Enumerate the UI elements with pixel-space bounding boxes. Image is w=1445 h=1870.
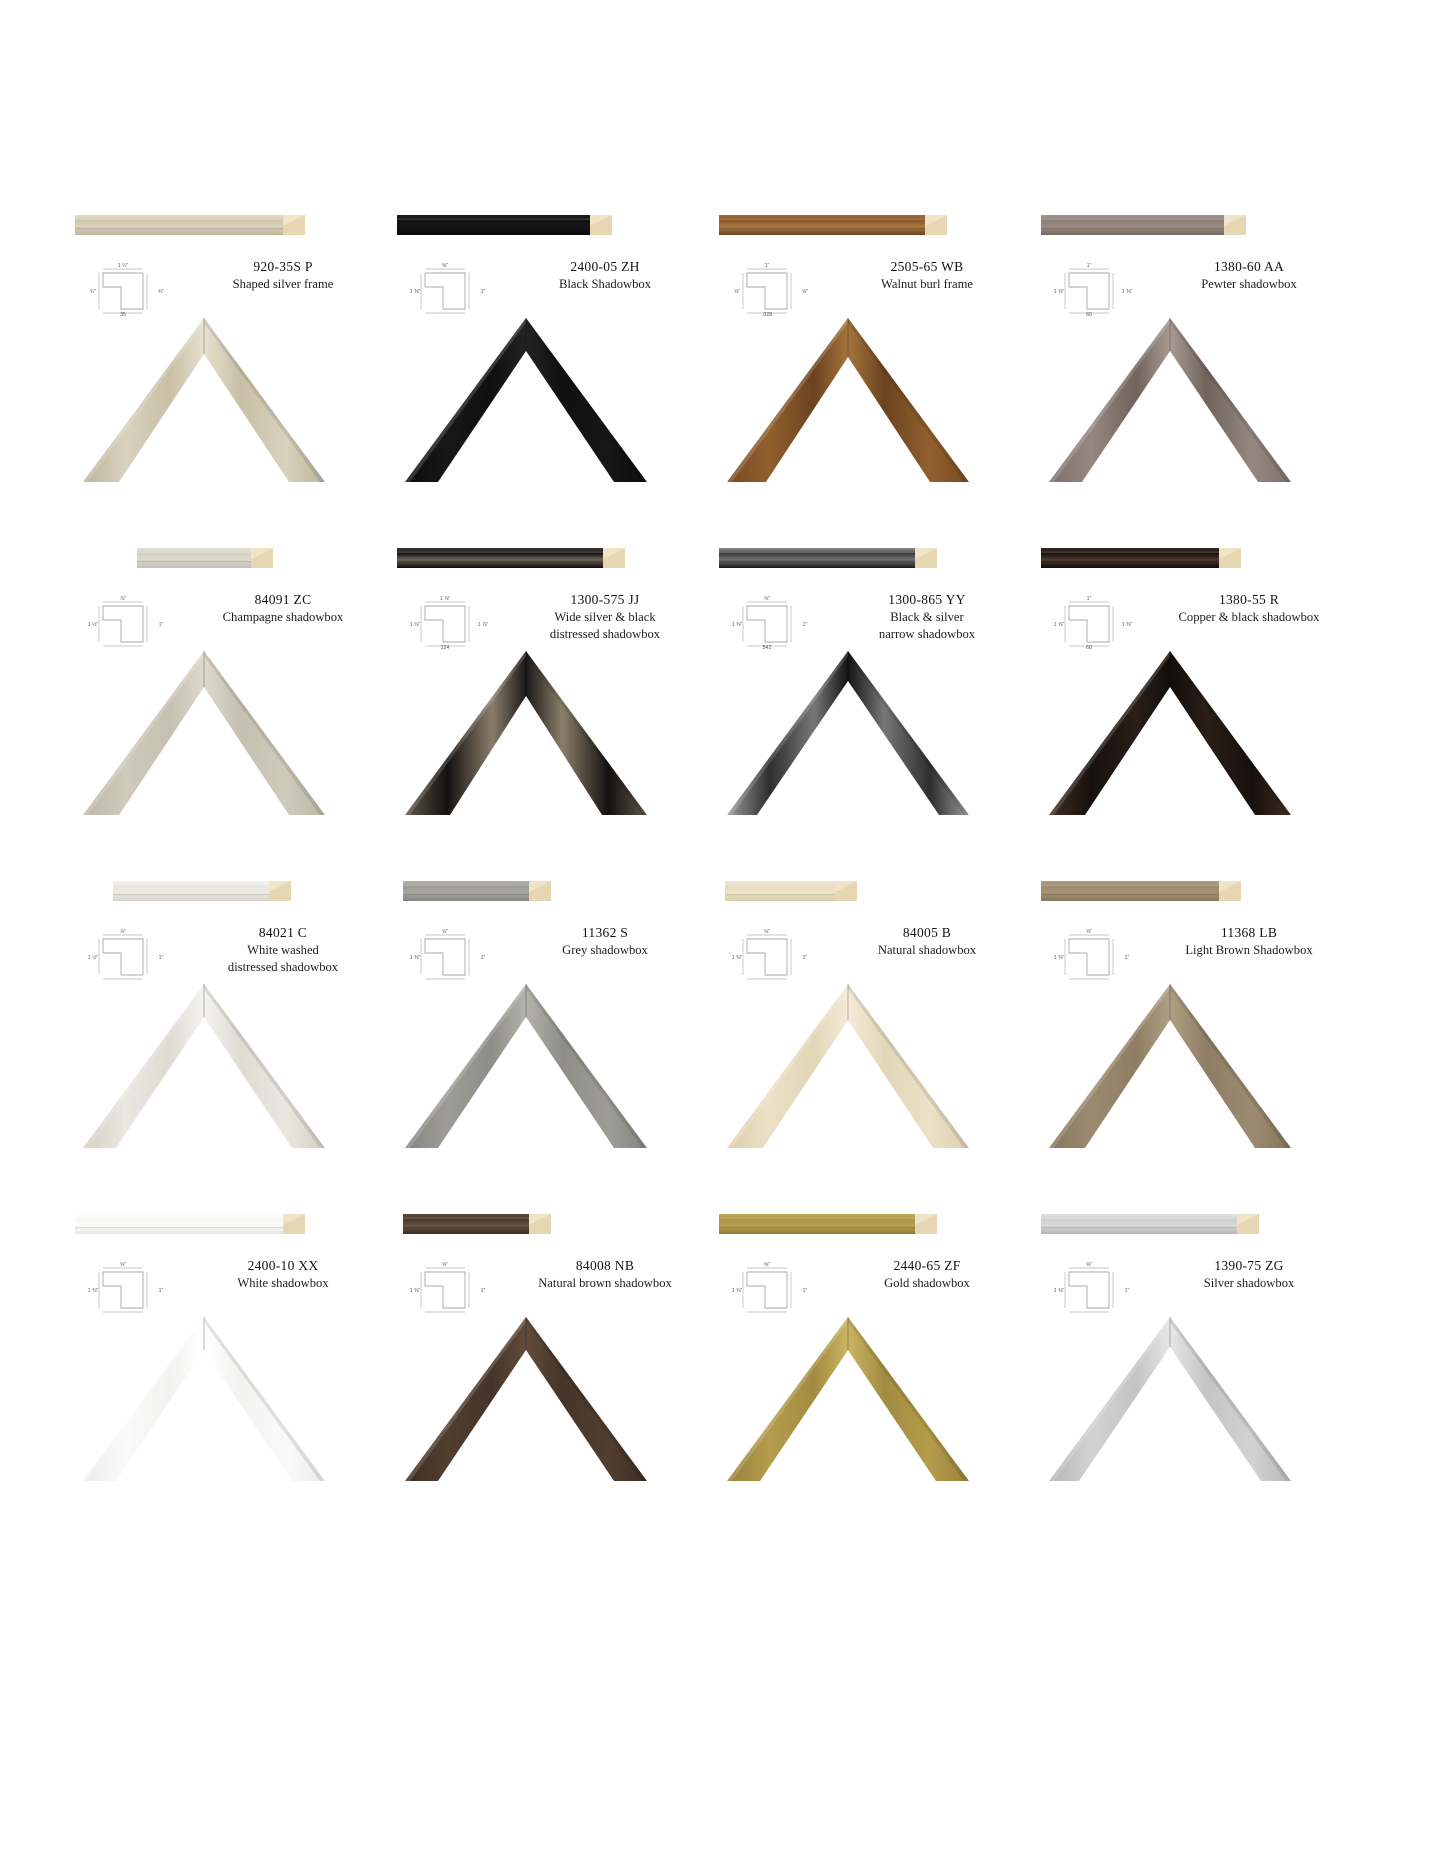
frame-labels (493, 257, 717, 293)
profile-dim-left: 1 ⅝" (409, 622, 421, 628)
frame-corner-graphic (719, 310, 977, 490)
moulding-stick (1041, 548, 1331, 582)
profile-dim-top: ⅝" (119, 1262, 127, 1268)
profile-dim-right: 1 ⅞" (477, 622, 489, 628)
frame-labels (171, 257, 395, 293)
frame-corner-sample (719, 1309, 977, 1489)
frame-description: White shadowbox (237, 1276, 329, 1290)
moulding-stick (719, 215, 1009, 249)
frame-labels (493, 1256, 717, 1292)
frame-labels (171, 1256, 395, 1292)
profile-dim-right: 1" (480, 955, 486, 961)
frame-sku: 1300-865 YY (888, 592, 966, 607)
frame-description: Black & silver (890, 610, 964, 624)
frame-sku: 11368 LB (1220, 925, 1278, 940)
moulding-stick (397, 215, 687, 249)
frame-labels (493, 590, 717, 643)
profile-dim-right: 1 ⅜" (1121, 289, 1133, 295)
moulding-stick-graphic (719, 548, 937, 568)
profile-dim-right: ⅝" (801, 289, 809, 295)
profile-dim-top: ⅞" (119, 596, 127, 602)
profile-dim-left: 1 ⅜" (409, 289, 421, 295)
profile-diagram-graphic (1047, 1258, 1143, 1316)
profile-diagram-graphic (81, 259, 177, 317)
frame-sample-cell[interactable] (397, 548, 719, 881)
profile-diagram-graphic (403, 259, 499, 317)
profile-dim-bottom: 542 (762, 645, 772, 650)
frame-sku: 1380-60 AA (1213, 259, 1285, 274)
frame-corner-graphic (1041, 643, 1299, 823)
frame-labels (171, 590, 395, 626)
frame-labels (1137, 257, 1361, 293)
profile-dim-left: 1 ⅜" (1053, 1288, 1065, 1294)
frame-sample-cell[interactable] (719, 881, 1041, 1214)
profile-dim-right: 1" (802, 1288, 808, 1294)
profile-diagram (403, 592, 499, 650)
frame-sku: 84008 NB (575, 1258, 635, 1273)
frame-description: Light Brown Shadowbox (1185, 943, 1313, 957)
moulding-stick-graphic (1041, 548, 1241, 568)
profile-dim-left: 1 ⅜" (1053, 289, 1065, 295)
moulding-stick (1041, 215, 1331, 249)
moulding-stick-graphic (403, 881, 551, 901)
frame-description: Gold shadowbox (884, 1276, 970, 1290)
frame-corner-graphic (1041, 976, 1299, 1156)
frame-description-line2: distressed shadowbox (549, 627, 661, 641)
frame-labels (1137, 590, 1361, 626)
frame-sku: 84091 ZC (254, 592, 312, 607)
profile-dim-left: 1 ⅜" (87, 1288, 99, 1294)
frame-sample-cell[interactable] (1041, 548, 1363, 881)
frame-corner-graphic (719, 1309, 977, 1489)
profile-dim-left: 1 ⅜" (731, 622, 743, 628)
frame-sample-cell[interactable] (397, 215, 719, 548)
moulding-stick-graphic (725, 881, 857, 901)
moulding-stick (113, 881, 403, 915)
frame-sample-cell[interactable] (397, 1214, 719, 1547)
moulding-stick-graphic (75, 1214, 305, 1234)
moulding-stick (137, 548, 427, 582)
frame-labels (493, 923, 717, 959)
profile-diagram-graphic (725, 1258, 821, 1316)
profile-diagram (725, 925, 821, 983)
profile-diagram (81, 259, 177, 317)
profile-dim-bottom: 60 (1086, 312, 1092, 317)
profile-diagram-graphic (725, 592, 821, 650)
moulding-stick (1041, 1214, 1331, 1248)
frame-sample-cell[interactable] (1041, 881, 1363, 1214)
profile-dim-right: 1" (158, 955, 164, 961)
frame-sku: 84005 B (902, 925, 952, 940)
moulding-stick (719, 548, 1009, 582)
moulding-stick-graphic (403, 1214, 551, 1234)
profile-dim-left: 1 ⅜" (1053, 622, 1065, 628)
profile-dim-top: ⅝" (1085, 929, 1093, 935)
frame-corner-graphic (1041, 310, 1299, 490)
profile-dim-left: ¾" (89, 289, 97, 295)
frame-corner-sample (397, 643, 655, 823)
frame-corner-graphic (719, 643, 977, 823)
frame-sample-cell[interactable] (719, 1214, 1041, 1547)
profile-dim-top: ⅝" (763, 929, 771, 935)
profile-dim-left: 1 ½" (87, 955, 99, 961)
profile-dim-top: ⅝" (763, 1262, 771, 1268)
profile-diagram-graphic (81, 1258, 177, 1316)
profile-diagram (725, 592, 821, 650)
profile-dim-left: 1 ⅜" (731, 1288, 743, 1294)
frame-sample-cell[interactable] (75, 881, 397, 1214)
profile-diagram (1047, 925, 1143, 983)
frame-sample-cell[interactable] (719, 548, 1041, 881)
profile-dim-left: 1 ⅜" (409, 955, 421, 961)
profile-dim-right: 1" (480, 1288, 486, 1294)
profile-dim-right: 1" (480, 289, 486, 295)
profile-diagram-graphic (403, 592, 499, 650)
frame-sku: 1300-575 JJ (570, 592, 640, 607)
frame-corner-graphic (75, 976, 333, 1156)
profile-dim-top: ⅝" (1085, 1262, 1093, 1268)
profile-dim-right: 1" (1124, 1288, 1130, 1294)
profile-dim-top: ⅝" (441, 929, 449, 935)
frame-labels (1137, 923, 1361, 959)
profile-diagram (403, 1258, 499, 1316)
frame-description: Wide silver & black (554, 610, 656, 624)
profile-dim-right: ¾" (157, 289, 165, 295)
moulding-stick-graphic (1041, 881, 1241, 901)
profile-dim-top: 1" (1086, 596, 1092, 602)
frame-labels (815, 590, 1039, 643)
profile-diagram (81, 592, 177, 650)
profile-diagram-graphic (725, 259, 821, 317)
moulding-stick (719, 1214, 1009, 1248)
profile-diagram (81, 1258, 177, 1316)
frame-sku: 2400-10 XX (247, 1258, 319, 1273)
profile-dim-top: 1" (764, 263, 770, 269)
frame-sku: 920-35S P (253, 259, 313, 274)
frame-corner-graphic (75, 1309, 333, 1489)
profile-dim-top: ⅝" (763, 596, 771, 602)
frame-description: White washed (247, 943, 319, 957)
frame-description: Grey shadowbox (562, 943, 648, 957)
frame-corner-sample (397, 1309, 655, 1489)
moulding-stick-graphic (137, 548, 273, 568)
frame-sku: 1390-75 ZG (1214, 1258, 1284, 1273)
frame-corner-graphic (75, 643, 333, 823)
frame-description: Black Shadowbox (559, 277, 651, 291)
frame-corner-sample (719, 310, 977, 490)
moulding-stick-graphic (397, 548, 625, 568)
profile-dim-top: ⅝" (441, 263, 449, 269)
profile-dim-right: 1 ⅜" (1121, 622, 1133, 628)
moulding-stick-graphic (75, 215, 305, 235)
profile-dim-right: 1" (1124, 955, 1130, 961)
profile-diagram-graphic (403, 925, 499, 983)
frame-description: Walnut burl frame (880, 277, 973, 291)
profile-diagram (403, 925, 499, 983)
frame-corner-sample (75, 310, 333, 490)
profile-dim-bottom: 35 (120, 312, 126, 317)
profile-dim-left: ⅝" (733, 289, 741, 295)
profile-dim-left: 1 ½" (87, 622, 99, 628)
profile-diagram-graphic (725, 925, 821, 983)
frame-sample-cell[interactable] (1041, 1214, 1363, 1547)
profile-diagram (81, 925, 177, 983)
profile-diagram (1047, 259, 1143, 317)
frame-corner-graphic (1041, 1309, 1299, 1489)
moulding-stick-graphic (397, 215, 612, 235)
profile-dim-bottom: 60 (1086, 645, 1092, 650)
frame-labels (815, 923, 1039, 959)
frame-corner-sample (75, 976, 333, 1156)
profile-dim-left: 1 ⅜" (731, 955, 743, 961)
profile-diagram-graphic (81, 925, 177, 983)
frame-corner-sample (1041, 976, 1299, 1156)
profile-dim-right: 1" (802, 622, 808, 628)
profile-dim-top: ⅝" (441, 1262, 449, 1268)
moulding-stick-graphic (113, 881, 291, 901)
profile-dim-bottom: .028 (761, 312, 773, 317)
frame-corner-sample (1041, 643, 1299, 823)
frame-corner-sample (397, 976, 655, 1156)
frame-sku: 2400-05 ZH (570, 259, 640, 274)
profile-diagram-graphic (1047, 259, 1143, 317)
frame-description: Silver shadowbox (1203, 1276, 1295, 1290)
moulding-stick-graphic (719, 215, 947, 235)
frame-corner-graphic (397, 310, 655, 490)
profile-dim-right: 1" (158, 622, 164, 628)
moulding-stick-graphic (1041, 1214, 1259, 1234)
frame-description-line2: distressed shadowbox (227, 960, 339, 974)
profile-dim-top: 1" (1086, 263, 1092, 269)
frame-corner-sample (719, 976, 977, 1156)
profile-diagram (1047, 1258, 1143, 1316)
profile-dim-top: ⅞" (119, 929, 127, 935)
frame-description: Pewter shadowbox (1201, 277, 1297, 291)
moulding-stick (397, 548, 687, 582)
frame-labels (1137, 1256, 1361, 1292)
profile-diagram (725, 259, 821, 317)
profile-dim-top: 1 ⅞" (439, 596, 451, 602)
profile-diagram (1047, 592, 1143, 650)
frame-sample-cell[interactable] (719, 215, 1041, 548)
frame-grid (75, 215, 1365, 1547)
frame-sample-cell[interactable] (75, 548, 397, 881)
frame-corner-sample (1041, 310, 1299, 490)
moulding-stick (75, 215, 365, 249)
frame-labels (171, 923, 395, 976)
frame-sample-cell[interactable] (1041, 215, 1363, 548)
moulding-stick-graphic (719, 1214, 937, 1234)
profile-diagram (725, 1258, 821, 1316)
profile-dim-left: 1 ⅜" (409, 1288, 421, 1294)
profile-diagram-graphic (403, 1258, 499, 1316)
profile-diagram-graphic (81, 592, 177, 650)
moulding-stick-graphic (1041, 215, 1246, 235)
profile-dim-right: 1" (158, 1288, 164, 1294)
frame-sku: 2440-65 ZF (893, 1258, 961, 1273)
moulding-stick (403, 881, 693, 915)
profile-diagram (403, 259, 499, 317)
frame-corner-sample (75, 643, 333, 823)
frame-corner-sample (75, 1309, 333, 1489)
frame-sku: 1380-55 R (1218, 592, 1280, 607)
moulding-stick (403, 1214, 693, 1248)
frame-labels (815, 1256, 1039, 1292)
moulding-stick (725, 881, 1015, 915)
frame-description: Champagne shadowbox (222, 610, 344, 624)
profile-dim-left: 1 ⅜" (1053, 955, 1065, 961)
frame-corner-sample (397, 310, 655, 490)
frame-corner-graphic (397, 1309, 655, 1489)
frame-corner-graphic (75, 310, 333, 490)
frame-corner-sample (1041, 1309, 1299, 1489)
frame-description: Natural brown shadowbox (538, 1276, 672, 1290)
frame-description: Natural shadowbox (877, 943, 977, 957)
frame-corner-sample (719, 643, 977, 823)
moulding-stick (75, 1214, 365, 1248)
profile-diagram-graphic (1047, 592, 1143, 650)
frame-sku: 2505-65 WB (890, 259, 964, 274)
frame-corner-graphic (397, 643, 655, 823)
frame-description-line2: narrow shadowbox (878, 627, 976, 641)
profile-diagram-graphic (1047, 925, 1143, 983)
frame-sample-cell[interactable] (75, 215, 397, 548)
frame-description: Copper & black shadowbox (1178, 610, 1320, 624)
profile-dim-top: 1 ¼" (117, 263, 129, 269)
frame-sample-cell[interactable] (397, 881, 719, 1214)
frame-labels (815, 257, 1039, 293)
frame-sample-cell[interactable] (75, 1214, 397, 1547)
moulding-stick (1041, 881, 1331, 915)
profile-dim-bottom: 124 (440, 645, 450, 650)
frame-sku: 11362 S (581, 925, 629, 940)
frame-description: Shaped silver frame (232, 277, 334, 291)
frame-sku: 84021 C (258, 925, 308, 940)
frame-corner-graphic (397, 976, 655, 1156)
frame-corner-graphic (719, 976, 977, 1156)
profile-dim-right: 1" (802, 955, 808, 961)
